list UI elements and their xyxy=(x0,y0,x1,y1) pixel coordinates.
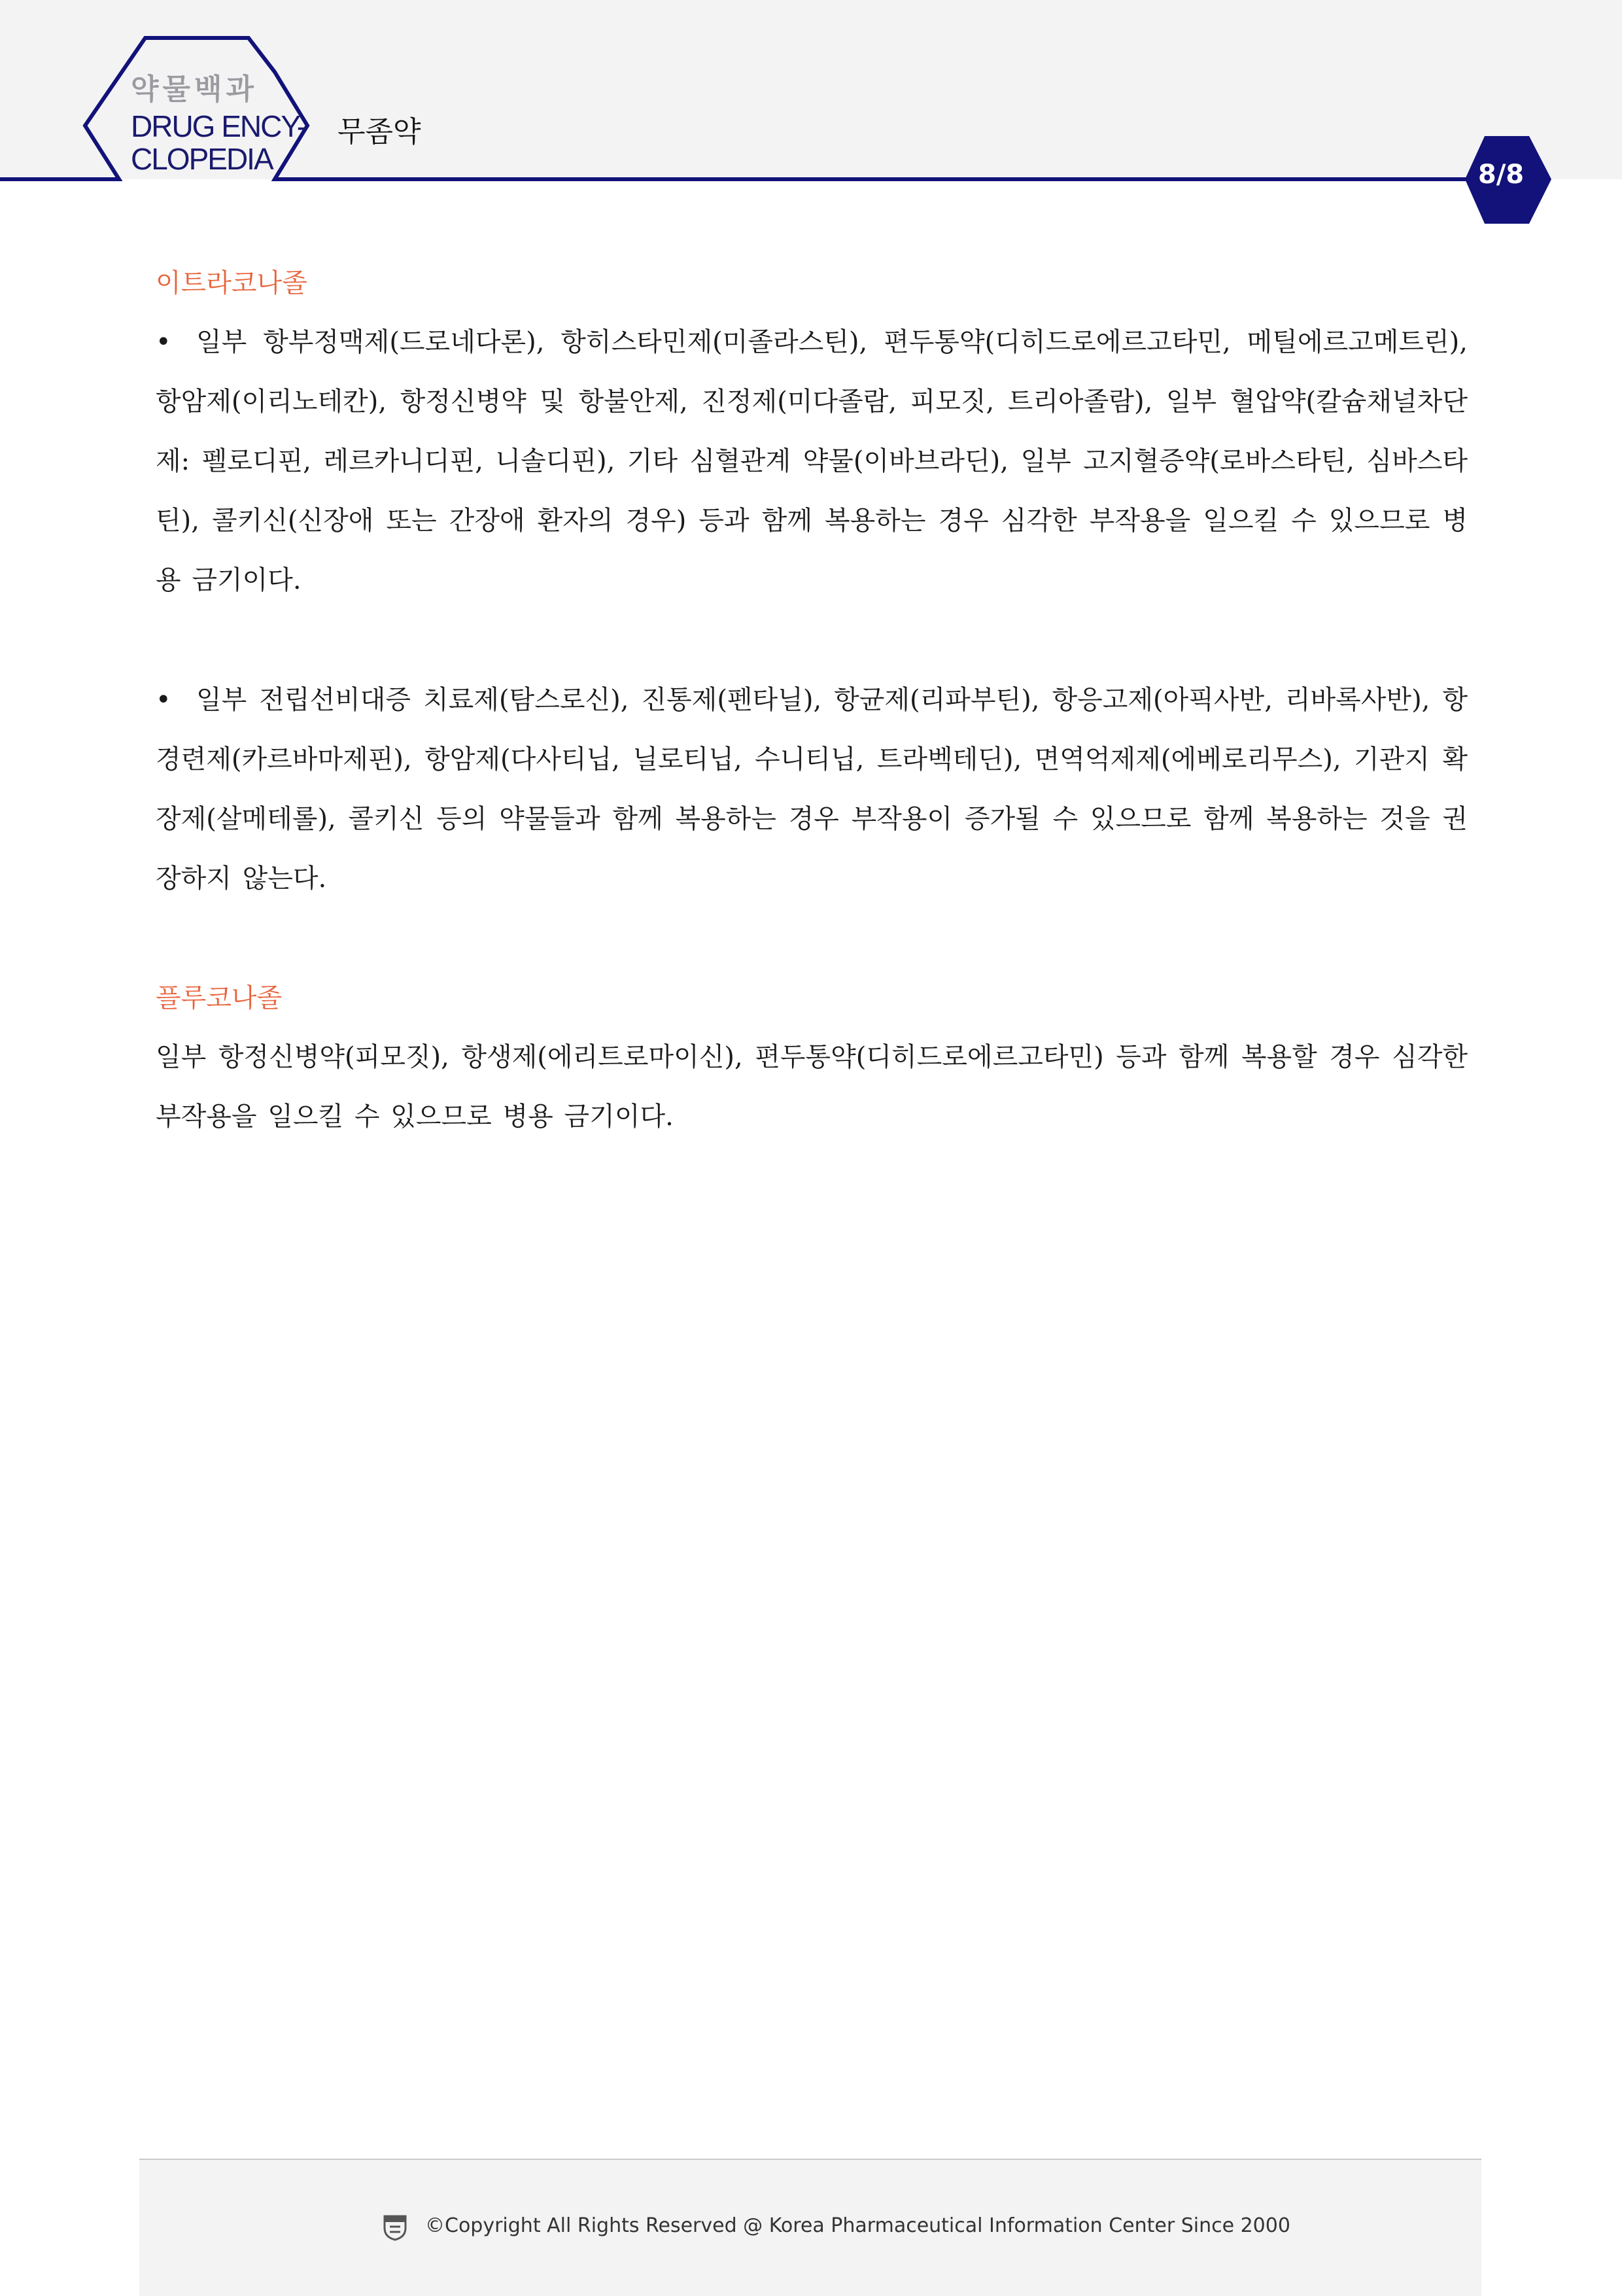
brand-english-line2: CLOPEDIA xyxy=(131,142,273,176)
bullet-mark: • xyxy=(156,685,171,715)
section-title-itraconazole: 이트라코나졸 xyxy=(156,268,307,298)
bullet-mark: • xyxy=(156,327,171,357)
paragraph-text: 일부 전립선비대증 치료제(탐스로신), 진통제(펜타닐), 항균제(리파부틴), 항응고제(아픽사반, 리바록사반), 항경련제(카르바마제핀), 항암제(다사티닙, 닐로티닙, 수니티닙, 트라벡테딘), 면역억제제(에베로리무스), 기관지 확장제(살메테롤), 콜키신 등의 약물들과 함께 복용하는 경우 부작용이 증가될 수 있으므로 함께 복용하는 것을 권장하지 않는다. xyxy=(156,685,1468,894)
brand-english-line1: DRUG ENCY- xyxy=(131,109,306,143)
paragraph-text: 일부 항부정맥제(드로네다론), 항히스타민제(미졸라스틴), 편두통약(디히드로에르고타민, 메틸에르고메트린), 항암제(이리노테칸), 항정신병약 및 항불안제, 진정제(미다졸람, 피모짓, 트리아졸람), 일부 혈압약(칼슘채널차단제: 펠로디핀, 레르카니디핀, 니솔디핀), 기타 심혈관계 약물(이바브라딘), 일부 고지혈증약(로바스타틴, 심바스타틴), 콜키신(신장애 또는 간장애 환자의 경우) 등과 함께 복용하는 경우 심각한 부작용을 일으킬 수 있으므로 병용 금기이다. xyxy=(156,327,1468,595)
page-indicator: 8/8 xyxy=(1477,160,1525,190)
paragraph-fluconazole-contraindications xyxy=(156,1028,1468,1147)
kpic-shield-icon xyxy=(382,2214,408,2241)
paragraph-gap xyxy=(156,610,1468,670)
paragraph-itraconazole-not-recommended xyxy=(156,670,1468,909)
main-content xyxy=(156,254,1468,1147)
paragraph-itraconazole-contraindications xyxy=(156,313,1468,610)
section-title-fluconazole: 플루코나졸 xyxy=(156,983,283,1013)
document-title: 무좀약 xyxy=(337,115,421,148)
brand-english-name xyxy=(131,110,307,175)
footer-copyright: ©Copyright All Rights Reserved @ Korea Pharmaceutical Information Center Since 2000 xyxy=(425,2214,1290,2237)
section-gap xyxy=(156,909,1468,969)
brand-korean-name: 약물백과 xyxy=(131,73,258,106)
paragraph-text: 일부 항정신병약(피모짓), 항생제(에리트로마이신), 편두통약(디히드로에르고타민) 등과 함께 복용할 경우 심각한 부작용을 일으킬 수 있으므로 병용 금기이다. xyxy=(156,1042,1468,1132)
